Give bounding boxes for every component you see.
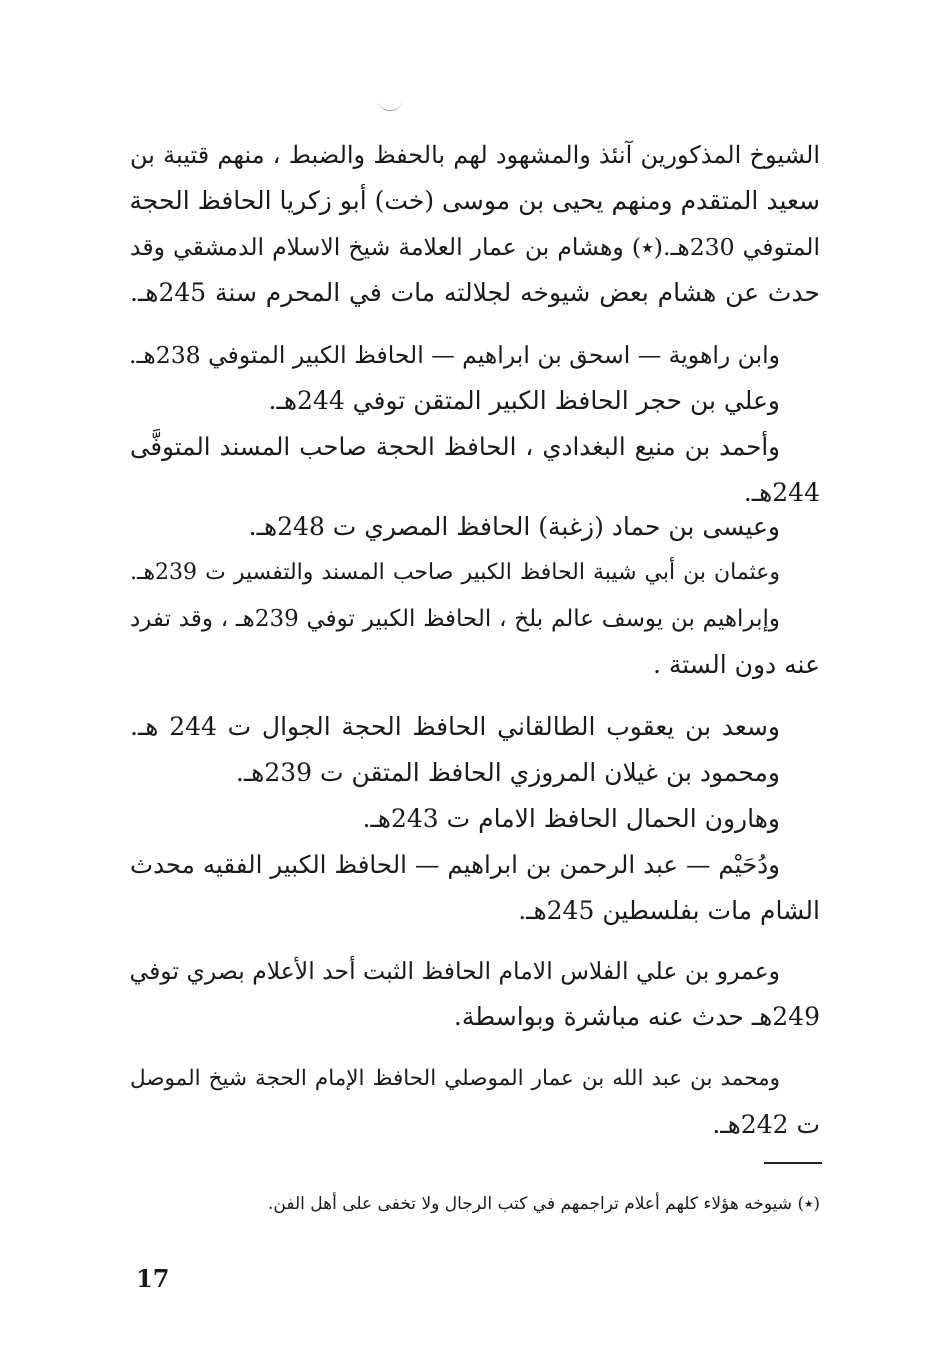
text-line: وهارون الحمال الحافظ الامام ت 243هـ. bbox=[362, 804, 780, 833]
text-line: وعمرو بن علي الفلاس الامام الحافظ الثبت أحد الأعلام بصري توفي bbox=[129, 957, 780, 985]
text-line: وعلي بن حجر الحافظ الكبير المتقن توفي 244هـ. bbox=[268, 386, 780, 415]
page-number: 17 bbox=[136, 1264, 170, 1293]
paragraph-2 bbox=[130, 332, 820, 516]
text-line: عنه دون الستة . bbox=[652, 650, 820, 679]
text-line: 244هـ. bbox=[743, 478, 820, 507]
paragraph-3 bbox=[130, 504, 820, 688]
text-line: ومحمد بن عبد الله بن عمار الموصلي الحافظ الإمام الحجة شيخ الموصل bbox=[130, 1066, 780, 1091]
footnote-separator bbox=[764, 1162, 822, 1164]
text-line: الشيوخ المذكورين آنئذ والمشهود لهم بالحفظ والضبط ، منهم قتيبة بن bbox=[130, 141, 820, 169]
text-line: المتوفي 230هـ.(٭) وهشام بن عمار العلامة شيخ الاسلام الدمشقي وقد bbox=[130, 233, 820, 261]
paragraph-4 bbox=[130, 704, 820, 934]
paragraph-1 bbox=[130, 132, 820, 316]
footnote: (٭) شيوخه هؤلاء كلهم أعلام تراجمهم في كتب الرجال ولا تخفى على أهل الفن. bbox=[268, 1194, 820, 1214]
paragraph-5 bbox=[130, 948, 820, 1040]
text-line: 249هـ حدث عنه مباشرة وبواسطة. bbox=[453, 1002, 820, 1031]
text-line: وسعد بن يعقوب الطالقاني الحافظ الحجة الجوال ت 244 هـ. bbox=[130, 712, 781, 741]
paragraph-6 bbox=[130, 1056, 820, 1148]
text-line: حدث عن هشام بعض شيوخه لجلالته مات في المحرم سنة 245هـ. bbox=[130, 278, 820, 307]
text-line: وعيسى بن حماد (زغبة) الحافظ المصري ت 248هـ. bbox=[248, 512, 780, 541]
text-line: الشام مات بفلسطين 245هـ. bbox=[518, 896, 820, 925]
text-line: وابن راهوية — اسحق بن ابراهيم — الحافظ الكبير المتوفي 238هـ. bbox=[129, 341, 780, 369]
text-line: ومحمود بن غيلان المروزي الحافظ المتقن ت 239هـ. bbox=[235, 758, 780, 787]
text-line: سعيد المتقدم ومنهم يحيى بن موسى (خت) أبو زكريا الحافظ الحجة bbox=[129, 186, 820, 215]
scan-mark bbox=[378, 100, 402, 111]
text-line: وأحمد بن منيع البغدادي ، الحافظ الحجة صاحب المسند المتوفَّى bbox=[130, 432, 780, 461]
text-line: ت 242هـ. bbox=[712, 1110, 820, 1139]
text-line: وعثمان بن أبي شيبة الحافظ الكبير صاحب المسند والتفسير ت 239هـ. bbox=[130, 560, 780, 585]
text-line: ودُحَيْم — عبد الرحمن بن ابراهيم — الحافظ الكبير الفقيه محدث bbox=[130, 850, 780, 879]
text-line: وإبراهيم بن يوسف عالم بلخ ، الحافظ الكبير توفي 239هـ ، وقد تفرد bbox=[130, 606, 780, 632]
